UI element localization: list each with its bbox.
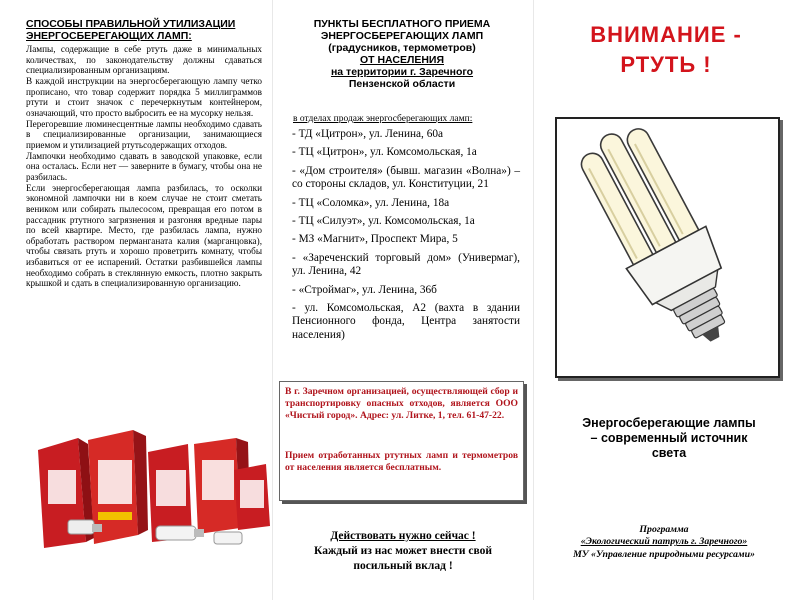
notice-organization: В г. Заречном организацией, осуществляющей сбор и транспортировку опасных отходов, является ООО «Чистый город». Адрес: ул. Литке, 1, тел. 61-47-22. [285,386,518,422]
list-item: - МЗ «Магнит», Проспект Мира, 5 [292,233,458,246]
call-line: Каждый из нас может внести свой [314,545,492,557]
lamp-box [234,464,270,530]
attention-line: ВНИМАНИЕ - [590,22,742,47]
energy-saving-lamp-icon [557,119,778,376]
heading-line: ЭНЕРГОСБЕРЕГАЮЩИХ ЛАМП [320,30,484,42]
collection-points-subheading: в отделах продаж энергосберегающих ламп: [293,114,473,124]
lamp-illustration-frame [555,117,780,378]
program-credits [540,524,788,561]
call-line: посильный вклад ! [353,560,453,572]
heading-line: ОТ НАСЕЛЕНИЯ [359,54,445,66]
notice-free-collection: Прием отработанных ртутных ламп и термометров от населения является бесплатным. [285,450,518,474]
call-to-action [283,529,523,574]
list-item: - ТД «Цитрон», ул. Ленина, 60а [292,128,444,140]
list-item: - ТЦ «Силуэт», ул. Комсомольская, 1а [292,215,475,228]
list-item: - ТЦ «Соломка», ул. Ленина, 18а [292,196,450,209]
fold-line-2 [533,0,534,600]
heading-line: на территории г. Заречного [330,66,474,78]
lamp-boxes-photo [38,430,273,555]
loose-lamp [156,526,204,540]
disposal-title-line1: СПОСОБЫ ПРАВИЛЬНОЙ УТИЛИЗАЦИИ [26,18,236,30]
tagline-line: – современный источник [590,431,748,445]
collection-points-heading [288,18,516,90]
loose-lamp [214,532,242,544]
disposal-text [26,44,262,289]
attention-line: РТУТЬ ! [620,52,712,77]
tagline-line: Энергосберегающие лампы [582,416,756,430]
disposal-paragraph: Лампы, содержащие в себе ртуть даже в минимальных количествах, по законодательству должны сдаваться специализированным организациям. [26,44,262,76]
disposal-paragraph: Перегоревшие люминесцентные лампы необходимо сдавать в специализированные организации, занимающиеся приемом и утилизацией ртутьсодержащих отходов. [26,118,262,150]
list-item: - «Зареченский торговый дом» (Универмаг), ул. Ленина, 42 [292,251,520,278]
disposal-paragraph: В каждой инструкции на энергосберегающую лампу четко прописано, что товар содержит порядка 5 миллиграммов ртути и стоит значок с перечеркнутым контейнером, означающий, что просто выбросить ее на мусорку нельзя. [26,75,262,118]
program-line: Программа [639,524,689,535]
hazardous-waste-notice [279,381,524,501]
attention-heading [556,20,776,80]
tagline [558,416,780,461]
list-item: - «Строймаг», ул. Ленина, 36б [292,283,437,296]
list-item: - ТЦ «Цитрон», ул. Комсомольская, 1а [292,146,477,159]
disposal-title [26,18,266,42]
heading-line: Пензенской области [348,78,456,90]
heading-line: ПУНКТЫ БЕСПЛАТНОГО ПРИЕМА [313,18,491,30]
heading-line: (градусников, термометров) [328,42,476,54]
program-line: «Экологический патруль г. Заречного» [580,536,748,548]
disposal-paragraph: Лампочки необходимо сдавать в заводской упаковке, если она осталась. Если нет — заверните в бумагу, чтобы она не разбилась. [26,150,262,182]
list-item: - «Дом строителя» (бывш. магазин «Волна») – со стороны складов, ул. Конституции, 21 [292,164,520,191]
call-line: Действовать нужно сейчас ! [330,530,476,542]
program-line: МУ «Управление природными ресурсами» [573,548,755,560]
tagline-line: света [651,446,687,460]
collection-points-list [292,128,520,347]
list-item: - ул. Комсомольская, А2 (вахта в здании Пенсионного фонда, Центра занятости населения) [292,302,520,341]
disposal-title-line2: ЭНЕРГОСБЕРЕГАЮЩИХ ЛАМП: [26,30,192,42]
disposal-paragraph: Если энергосберегающая лампа разбилась, то осколки экономной лампочки ни в коем случае не стоит сметать веником или собирать пылесосом, превращая его потом в рассадник ртутного загрязнения и разгоняя вредные пары по всей квартире. Место, где разбилась лампа, нужно обработать раствором перманганата калия (марганцовка), чтобы связать ртуть и хорошо проветрить комнату, чтобы избавиться от ее испарений. Остатки разбившейся лампы необходимо собрать в стеклянную емкость, плотно закрыть крышкой и сдать в специализированную организацию. [26,182,262,289]
